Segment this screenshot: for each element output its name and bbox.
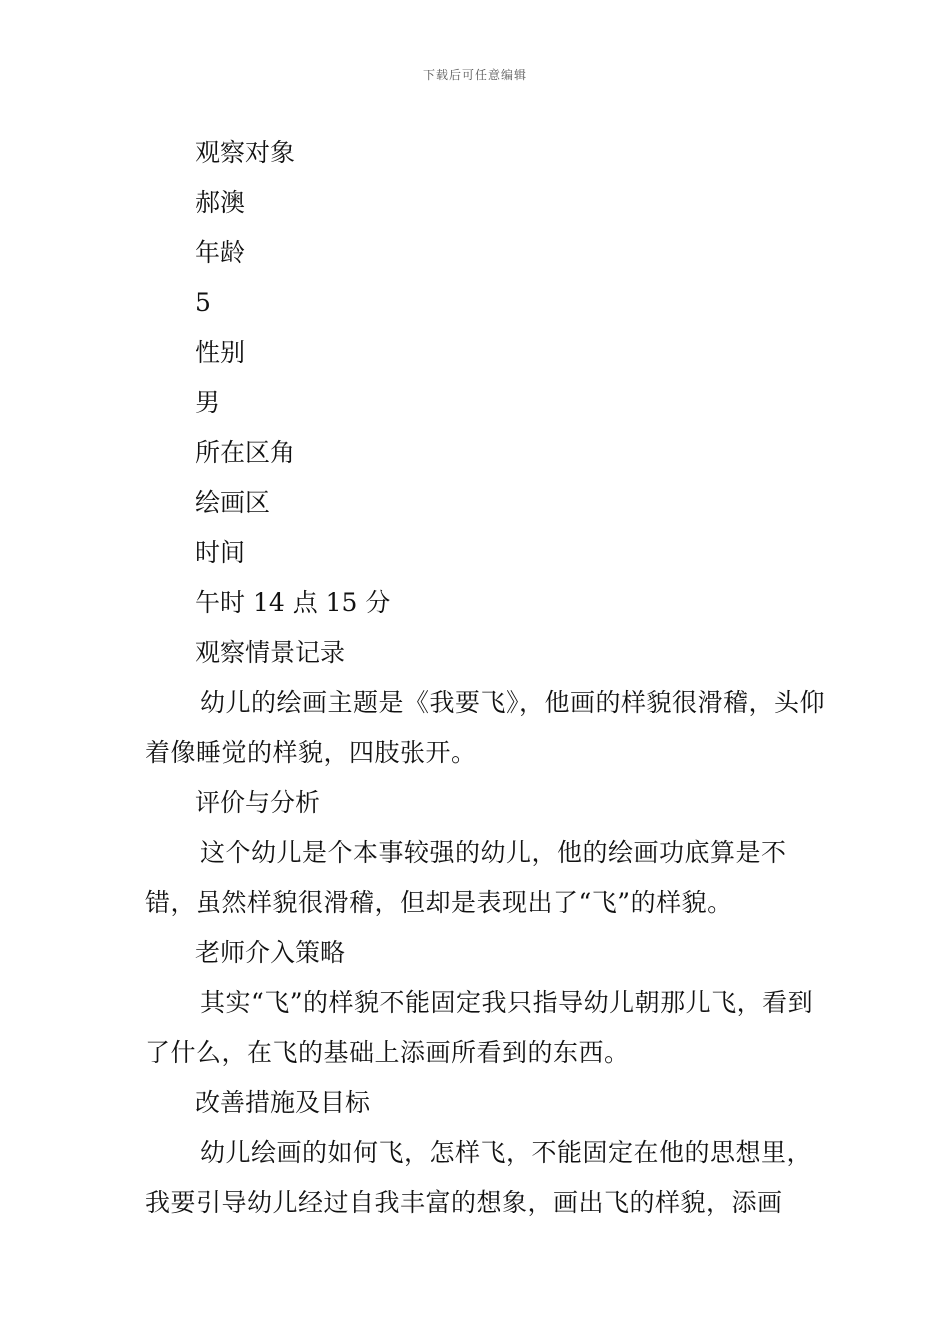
gender-value: 男 [195, 388, 221, 417]
age-value: 5 [195, 288, 211, 317]
scene-text: 幼儿的绘画主题是《我要飞》，他画的样貌很滑稽，头仰着像睡觉的样貌，四肢张开。 [145, 688, 826, 767]
time-label: 时间 [195, 538, 246, 567]
evaluation-text: 这个幼儿是个本事较强的幼儿，他的绘画功底算是不错，虽然样貌很滑稽，但却是表现出了“飞”的样貌。 [145, 838, 787, 917]
strategy-text: 其实“飞”的样貌不能固定我只指导幼儿朝那儿飞，看到了什么，在飞的基础上添画所看到的东西。 [145, 988, 814, 1067]
improvement-label: 改善措施及目标 [195, 1088, 371, 1117]
age-label: 年龄 [195, 238, 246, 267]
time-value: 午时 14 点 15 分 [195, 588, 391, 617]
evaluation-label: 评价与分析 [195, 788, 321, 817]
observe-target-label: 观察对象 [195, 138, 296, 167]
strategy-label: 老师介入策略 [195, 938, 346, 967]
scene-label: 观察情景记录 [195, 638, 346, 667]
observation-record [145, 128, 835, 1228]
improvement-text: 幼儿绘画的如何飞，怎样飞，不能固定在他的思想里，我要引导幼儿经过自我丰富的想象，画出飞的样貌，添画 [145, 1138, 813, 1217]
page-header-note: 下载后可任意编辑 [422, 68, 527, 82]
area-label: 所在区角 [195, 438, 296, 467]
area-value: 绘画区 [195, 488, 271, 517]
observe-target-value: 郝澳 [195, 188, 246, 217]
gender-label: 性别 [195, 338, 246, 367]
